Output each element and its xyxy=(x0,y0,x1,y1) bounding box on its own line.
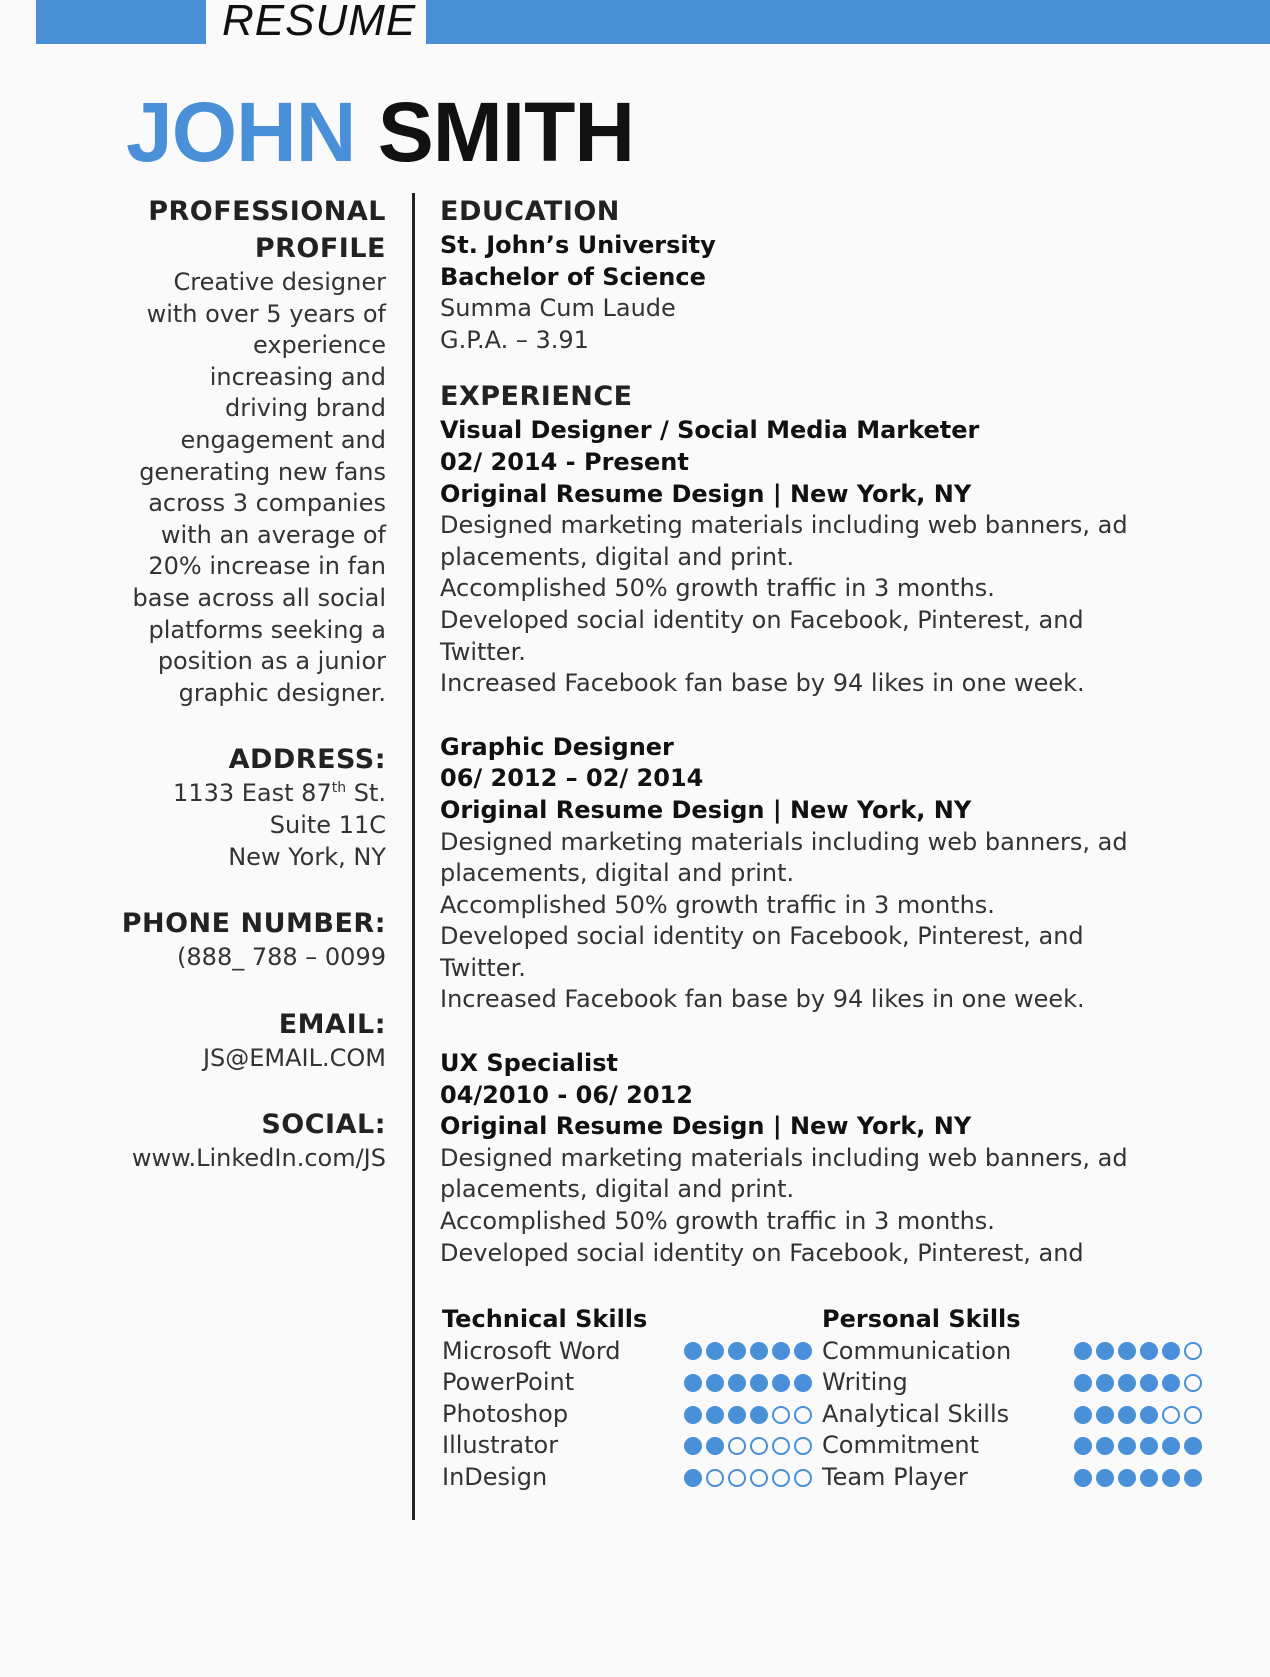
profile-line: base across all social xyxy=(132,583,386,612)
skill-name: InDesign xyxy=(442,1462,548,1491)
job-detail-line: Developed social identity on Facebook, Pinterest, and xyxy=(440,922,1084,951)
skill-rating xyxy=(1074,1374,1202,1392)
skill-row xyxy=(822,1367,1202,1399)
rating-dot-filled xyxy=(1162,1342,1180,1360)
phone-section xyxy=(110,905,386,974)
rating-dot-filled xyxy=(1118,1437,1136,1455)
email-heading: EMAIL: xyxy=(278,1008,386,1040)
skill-rating xyxy=(1074,1469,1202,1487)
profile-line: across 3 companies xyxy=(148,489,386,518)
rating-dot-filled xyxy=(1118,1406,1136,1424)
profile-section xyxy=(110,193,386,709)
profile-line: platforms seeking a xyxy=(148,615,386,644)
rating-dot-filled xyxy=(1096,1342,1114,1360)
rating-dot-filled xyxy=(1074,1437,1092,1455)
rating-dot-filled xyxy=(1096,1374,1114,1392)
job-detail-line: Accomplished 50% growth traffic in 3 months. xyxy=(440,1207,995,1236)
experience-section xyxy=(440,378,1270,1269)
rating-dot-filled xyxy=(794,1342,812,1360)
technical-skills-heading: Technical Skills xyxy=(442,1305,648,1333)
header-bar-left xyxy=(36,0,206,44)
personal-skills xyxy=(822,1304,1202,1494)
phone-value: (888_ 788 – 0099 xyxy=(177,943,386,972)
job-detail-line: placements, digital and print. xyxy=(440,1175,795,1204)
skill-row xyxy=(822,1462,1202,1494)
rating-dot-filled xyxy=(794,1374,812,1392)
rating-dot-filled xyxy=(728,1374,746,1392)
profile-text xyxy=(110,267,386,709)
address-line3: New York, NY xyxy=(228,842,386,871)
rating-dot-filled xyxy=(1140,1406,1158,1424)
job-dates: 02/ 2014 - Present xyxy=(440,447,689,476)
job-dates: 06/ 2012 – 02/ 2014 xyxy=(440,764,704,793)
skill-name: Illustrator xyxy=(442,1431,559,1460)
rating-dot-filled xyxy=(706,1406,724,1424)
job-detail-line: Twitter. xyxy=(440,953,526,982)
candidate-name xyxy=(126,82,634,182)
skill-row xyxy=(442,1367,812,1399)
profile-heading-line1: PROFESSIONAL xyxy=(148,196,386,227)
rating-dot-filled xyxy=(1096,1437,1114,1455)
personal-skills-list xyxy=(822,1336,1202,1494)
rating-dot-filled xyxy=(1118,1342,1136,1360)
technical-skills xyxy=(442,1304,812,1494)
rating-dot-filled xyxy=(706,1437,724,1455)
job-detail-line: Accomplished 50% growth traffic in 3 months. xyxy=(440,890,995,919)
skill-name: Writing xyxy=(822,1368,908,1397)
job-entry xyxy=(440,732,1270,1016)
rating-dot-empty xyxy=(1184,1374,1202,1392)
rating-dot-empty xyxy=(794,1406,812,1424)
job-detail-line: Developed social identity on Facebook, Pinterest, and xyxy=(440,1238,1084,1267)
job-company: Original Resume Design | New York, NY xyxy=(440,479,972,508)
skill-rating xyxy=(684,1406,812,1424)
rating-dot-empty xyxy=(750,1469,768,1487)
profile-line: graphic designer. xyxy=(178,678,386,707)
rating-dot-filled xyxy=(1074,1342,1092,1360)
skill-name: Microsoft Word xyxy=(442,1336,621,1365)
rating-dot-filled xyxy=(1118,1374,1136,1392)
rating-dot-filled xyxy=(1140,1374,1158,1392)
skill-row xyxy=(822,1399,1202,1431)
skill-row xyxy=(442,1430,812,1462)
rating-dot-filled xyxy=(1184,1437,1202,1455)
rating-dot-filled xyxy=(750,1374,768,1392)
rating-dot-filled xyxy=(1096,1469,1114,1487)
education-gpa: G.P.A. – 3.91 xyxy=(440,325,589,354)
email-section xyxy=(110,1006,386,1075)
education-degree: Bachelor of Science xyxy=(440,262,706,291)
education-section xyxy=(440,193,1270,356)
rating-dot-filled xyxy=(750,1342,768,1360)
skill-rating xyxy=(1074,1406,1202,1424)
job-detail-line: placements, digital and print. xyxy=(440,542,795,571)
job-title: UX Specialist xyxy=(440,1049,618,1078)
rating-dot-empty xyxy=(794,1469,812,1487)
job-company: Original Resume Design | New York, NY xyxy=(440,795,972,824)
rating-dot-empty xyxy=(728,1469,746,1487)
skill-row xyxy=(442,1462,812,1494)
skill-rating xyxy=(1074,1342,1202,1360)
rating-dot-filled xyxy=(684,1406,702,1424)
address-heading: ADDRESS: xyxy=(228,744,386,776)
profile-line: with over 5 years of xyxy=(146,299,386,328)
education-heading: EDUCATION xyxy=(440,196,620,227)
first-name: JOHN xyxy=(126,85,356,179)
social-section xyxy=(110,1106,386,1175)
skill-name: Communication xyxy=(822,1336,1012,1365)
job-detail-line: Increased Facebook fan base by 94 likes in one week. xyxy=(440,985,1085,1014)
column-divider xyxy=(412,193,415,1520)
rating-dot-filled xyxy=(1074,1469,1092,1487)
job-detail-line: Designed marketing materials including web banners, ad xyxy=(440,511,1128,540)
skill-name: Commitment xyxy=(822,1431,980,1460)
profile-line: position as a junior xyxy=(157,647,386,676)
skill-row xyxy=(822,1336,1202,1368)
rating-dot-empty xyxy=(1184,1342,1202,1360)
skill-name: PowerPoint xyxy=(442,1368,575,1397)
profile-line: experience xyxy=(252,331,386,360)
rating-dot-filled xyxy=(1140,1342,1158,1360)
rating-dot-filled xyxy=(1140,1469,1158,1487)
resume-label: RESUME xyxy=(222,0,417,45)
rating-dot-filled xyxy=(772,1374,790,1392)
rating-dot-filled xyxy=(684,1469,702,1487)
social-link[interactable]: www.LinkedIn.com/JS xyxy=(131,1144,386,1173)
rating-dot-filled xyxy=(1140,1437,1158,1455)
job-detail-line: placements, digital and print. xyxy=(440,859,795,888)
job-list xyxy=(440,415,1270,1269)
skill-row xyxy=(822,1430,1202,1462)
rating-dot-filled xyxy=(1096,1406,1114,1424)
rating-dot-filled xyxy=(1074,1406,1092,1424)
rating-dot-filled xyxy=(684,1374,702,1392)
right-column xyxy=(440,193,1270,1269)
job-entry xyxy=(440,1048,1270,1269)
rating-dot-filled xyxy=(706,1374,724,1392)
rating-dot-filled xyxy=(684,1437,702,1455)
rating-dot-filled xyxy=(772,1342,790,1360)
skill-rating xyxy=(684,1437,812,1455)
rating-dot-empty xyxy=(772,1469,790,1487)
rating-dot-filled xyxy=(706,1342,724,1360)
job-detail-line: Increased Facebook fan base by 94 likes in one week. xyxy=(440,669,1085,698)
email-value[interactable]: JS@EMAIL.COM xyxy=(202,1043,386,1072)
rating-dot-empty xyxy=(750,1437,768,1455)
profile-line: increasing and xyxy=(209,362,386,391)
rating-dot-filled xyxy=(1074,1374,1092,1392)
education-honors: Summa Cum Laude xyxy=(440,294,676,323)
rating-dot-empty xyxy=(772,1437,790,1455)
rating-dot-empty xyxy=(794,1437,812,1455)
job-detail-line: Developed social identity on Facebook, Pinterest, and xyxy=(440,605,1084,634)
rating-dot-filled xyxy=(728,1406,746,1424)
education-school: St. John’s University xyxy=(440,231,716,259)
skill-row xyxy=(442,1399,812,1431)
profile-line: driving brand xyxy=(225,394,386,423)
skill-row xyxy=(442,1336,812,1368)
rating-dot-filled xyxy=(1162,1437,1180,1455)
profile-heading-line2: PROFILE xyxy=(254,233,386,264)
skill-rating xyxy=(1074,1437,1202,1455)
skill-rating xyxy=(684,1374,812,1392)
skill-name: Analytical Skills xyxy=(822,1399,1010,1428)
rating-dot-empty xyxy=(772,1406,790,1424)
job-title: Visual Designer / Social Media Marketer xyxy=(440,416,980,445)
rating-dot-empty xyxy=(728,1437,746,1455)
job-dates: 04/2010 - 06/ 2012 xyxy=(440,1080,693,1109)
address-line2: Suite 11C xyxy=(269,810,386,839)
profile-line: engagement and xyxy=(180,425,386,454)
rating-dot-filled xyxy=(1184,1469,1202,1487)
address-section xyxy=(110,741,386,873)
job-detail-line: Designed marketing materials including web banners, ad xyxy=(440,827,1128,856)
profile-line: with an average of xyxy=(160,520,386,549)
rating-dot-filled xyxy=(1162,1469,1180,1487)
job-company: Original Resume Design | New York, NY xyxy=(440,1112,972,1141)
address-line1: 1133 East 87th St. xyxy=(173,779,386,808)
rating-dot-filled xyxy=(750,1406,768,1424)
technical-skills-list xyxy=(442,1336,812,1494)
job-detail-line: Twitter. xyxy=(440,637,526,666)
job-detail-line: Accomplished 50% growth traffic in 3 months. xyxy=(440,574,995,603)
profile-line: Creative designer xyxy=(173,268,386,296)
rating-dot-empty xyxy=(1184,1406,1202,1424)
left-column xyxy=(110,193,386,1175)
skill-rating xyxy=(684,1342,812,1360)
profile-line: 20% increase in fan xyxy=(148,552,386,581)
rating-dot-filled xyxy=(1118,1469,1136,1487)
skill-rating xyxy=(684,1469,812,1487)
skill-name: Team Player xyxy=(822,1462,968,1491)
skill-name: Photoshop xyxy=(442,1399,569,1428)
job-title: Graphic Designer xyxy=(440,732,674,761)
rating-dot-filled xyxy=(684,1342,702,1360)
social-heading: SOCIAL: xyxy=(261,1109,386,1141)
rating-dot-filled xyxy=(1162,1374,1180,1392)
experience-heading: EXPERIENCE xyxy=(440,381,633,413)
phone-heading: PHONE NUMBER: xyxy=(121,908,386,940)
personal-skills-heading: Personal Skills xyxy=(822,1305,1021,1333)
job-detail-line: Designed marketing materials including web banners, ad xyxy=(440,1143,1128,1172)
profile-line: generating new fans xyxy=(139,457,386,486)
last-name: SMITH xyxy=(377,85,635,179)
header-bar-right xyxy=(426,0,1270,44)
rating-dot-empty xyxy=(706,1469,724,1487)
rating-dot-filled xyxy=(728,1342,746,1360)
rating-dot-empty xyxy=(1162,1406,1180,1424)
job-entry xyxy=(440,415,1270,699)
